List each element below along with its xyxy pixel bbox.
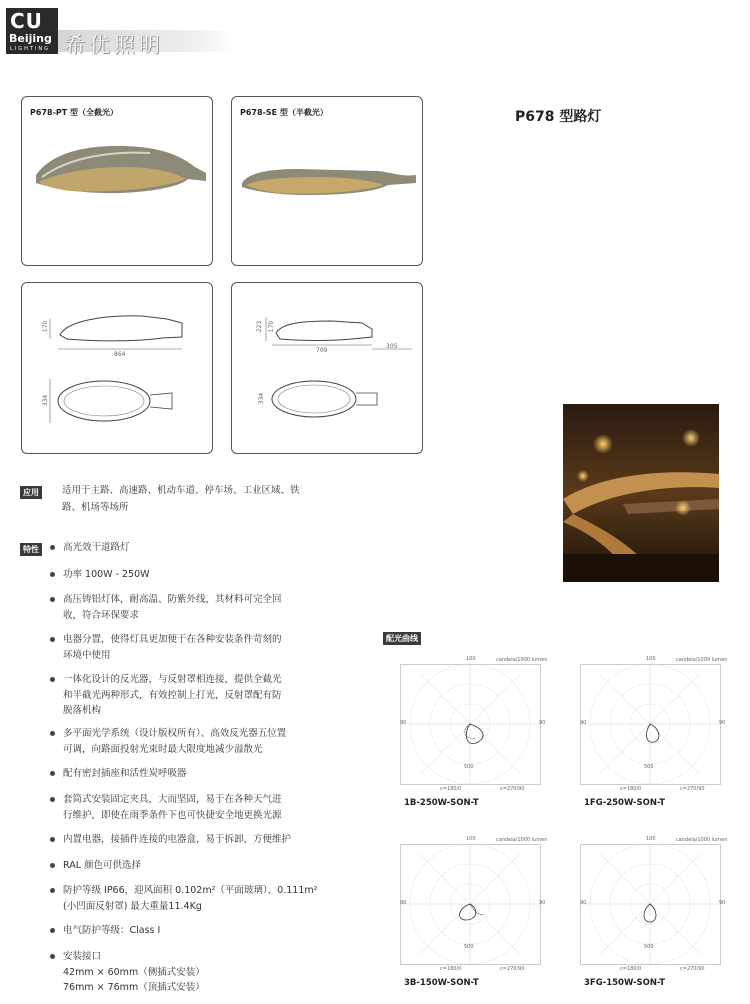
features-tag: 特性 [20,543,42,556]
polar-diagram [400,836,548,974]
night-road-photo [563,404,719,582]
bullet-icon [50,863,55,868]
lamp-se-image [238,157,418,207]
bullet-icon [50,771,55,776]
pt-height-label: 170 [42,320,50,333]
bullet-icon [50,731,55,736]
curve-label-2: 1FG-250W-SON-T [584,798,666,808]
curve-label-3: 3B-150W-SON-T [404,978,479,988]
application-tag: 应用 [20,486,42,499]
se-technical-drawing [232,283,422,453]
bullet-icon [50,888,55,893]
pt-length-label: 864 [114,351,126,358]
pt-technical-drawing [22,283,212,453]
polar-diagram [400,656,548,794]
curves-tag: 配光曲线 [383,632,421,645]
application-line-1: 适用于主路、高速路、机动车道、停车场、工业区域、铁 [62,485,300,496]
bullet-icon [50,954,55,959]
feature-text: 防护等级 IP66，迎风面积 0.102m²（平面玻璃）、0.111m² (小凹面反射罩) 最大重量11.4Kg [63,885,318,912]
feature-text: 内置电器，接插件连接的电器盒，易于拆卸，方便维护 [63,834,292,845]
logo-city: Beijing [9,32,52,45]
logo-subtitle: LIGHTING [10,46,51,52]
lamp-pt-image [30,137,206,207]
application-line-2: 路、机场等场所 [62,502,129,513]
feature-text: 一体化设计的反光器，与反射罩相连接，提供全截光 和半截光两种形式，有效控制上打光，反射罩配有防 脱落机构 [63,674,282,716]
brand-logo [6,8,58,54]
feature-text: 高光效干道路灯 [63,542,130,553]
bullet-icon [50,545,55,550]
panel-pt-drawing [21,282,213,454]
se-height-label-b: 170 [268,320,276,333]
se-width-label: 334 [258,392,266,405]
feature-text: 配有密封插座和活性炭呼吸器 [63,768,187,779]
panel-se-drawing [231,282,423,454]
pt-width-label: 334 [42,394,50,407]
feature-text: 套筒式安装固定夹具，大而坚固，易于在各种天气进 行维护，即使在雨季条件下也可快捷安全地更换光源 [63,794,282,821]
polar-chart-4: 100 90 90 candela/1000 lumen 500 c=180/0 c=270/90 [580,836,728,972]
feature-text: 高压铸铝灯体，耐高温、防紫外线，其材料可完全回 收，符合环保要求 [63,594,282,621]
bullet-icon [50,928,55,933]
bullet-icon [50,797,55,802]
bullet-icon [50,572,55,577]
feature-text: RAL 颜色可供选择 [63,860,142,871]
feature-text: 多平面光学系统（设计版权所有）、高效反光器五位置 可调，向路面投射光束时最大限度地减少溢散光 [63,728,287,755]
brand-name: 希优照明 [64,33,164,57]
se-offset-label: 305 [386,343,398,350]
panel-se-title: P678-SE 型（半截光） [240,108,328,117]
polar-chart-3: 100 90 90 candela/1000 lumen 500 c=180/0 c=270/90 [400,836,548,972]
panel-pt-photo [21,96,213,266]
logo-mark: CU [10,9,43,33]
panel-pt-title: P678-PT 型（全截光） [30,108,118,117]
polar-diagram [580,656,728,794]
feature-text: 电气防护等级：Class I [63,925,161,936]
se-height-label-a: 223 [256,320,264,333]
curve-label-4: 3FG-150W-SON-T [584,978,666,988]
se-length-label: 709 [316,347,328,354]
bullet-icon [50,677,55,682]
bullet-icon [50,597,55,602]
polar-diagram [580,836,728,974]
bullet-icon [50,637,55,642]
feature-text: 电器分置，使得灯具更加便于在各种安装条件苛刻的 环境中使用 [63,634,282,661]
polar-chart-1: 100 90 90 candela/1000 lumen 500 c=180/0 c=270/90 [400,656,548,792]
feature-text: 安装接口 42mm × 60mm（侧插式安装） 76mm × 76mm（顶插式安装） [63,951,205,993]
curve-label-1: 1B-250W-SON-T [404,798,479,808]
panel-se-photo [231,96,423,266]
polar-chart-2: 100 90 90 candela/1000 lumen 500 c=180/0 c=270/90 [580,656,728,792]
product-title: P678 型路灯 [515,109,602,125]
feature-text: 功率 100W - 250W [63,569,150,580]
bullet-icon [50,837,55,842]
application-text [62,482,332,516]
